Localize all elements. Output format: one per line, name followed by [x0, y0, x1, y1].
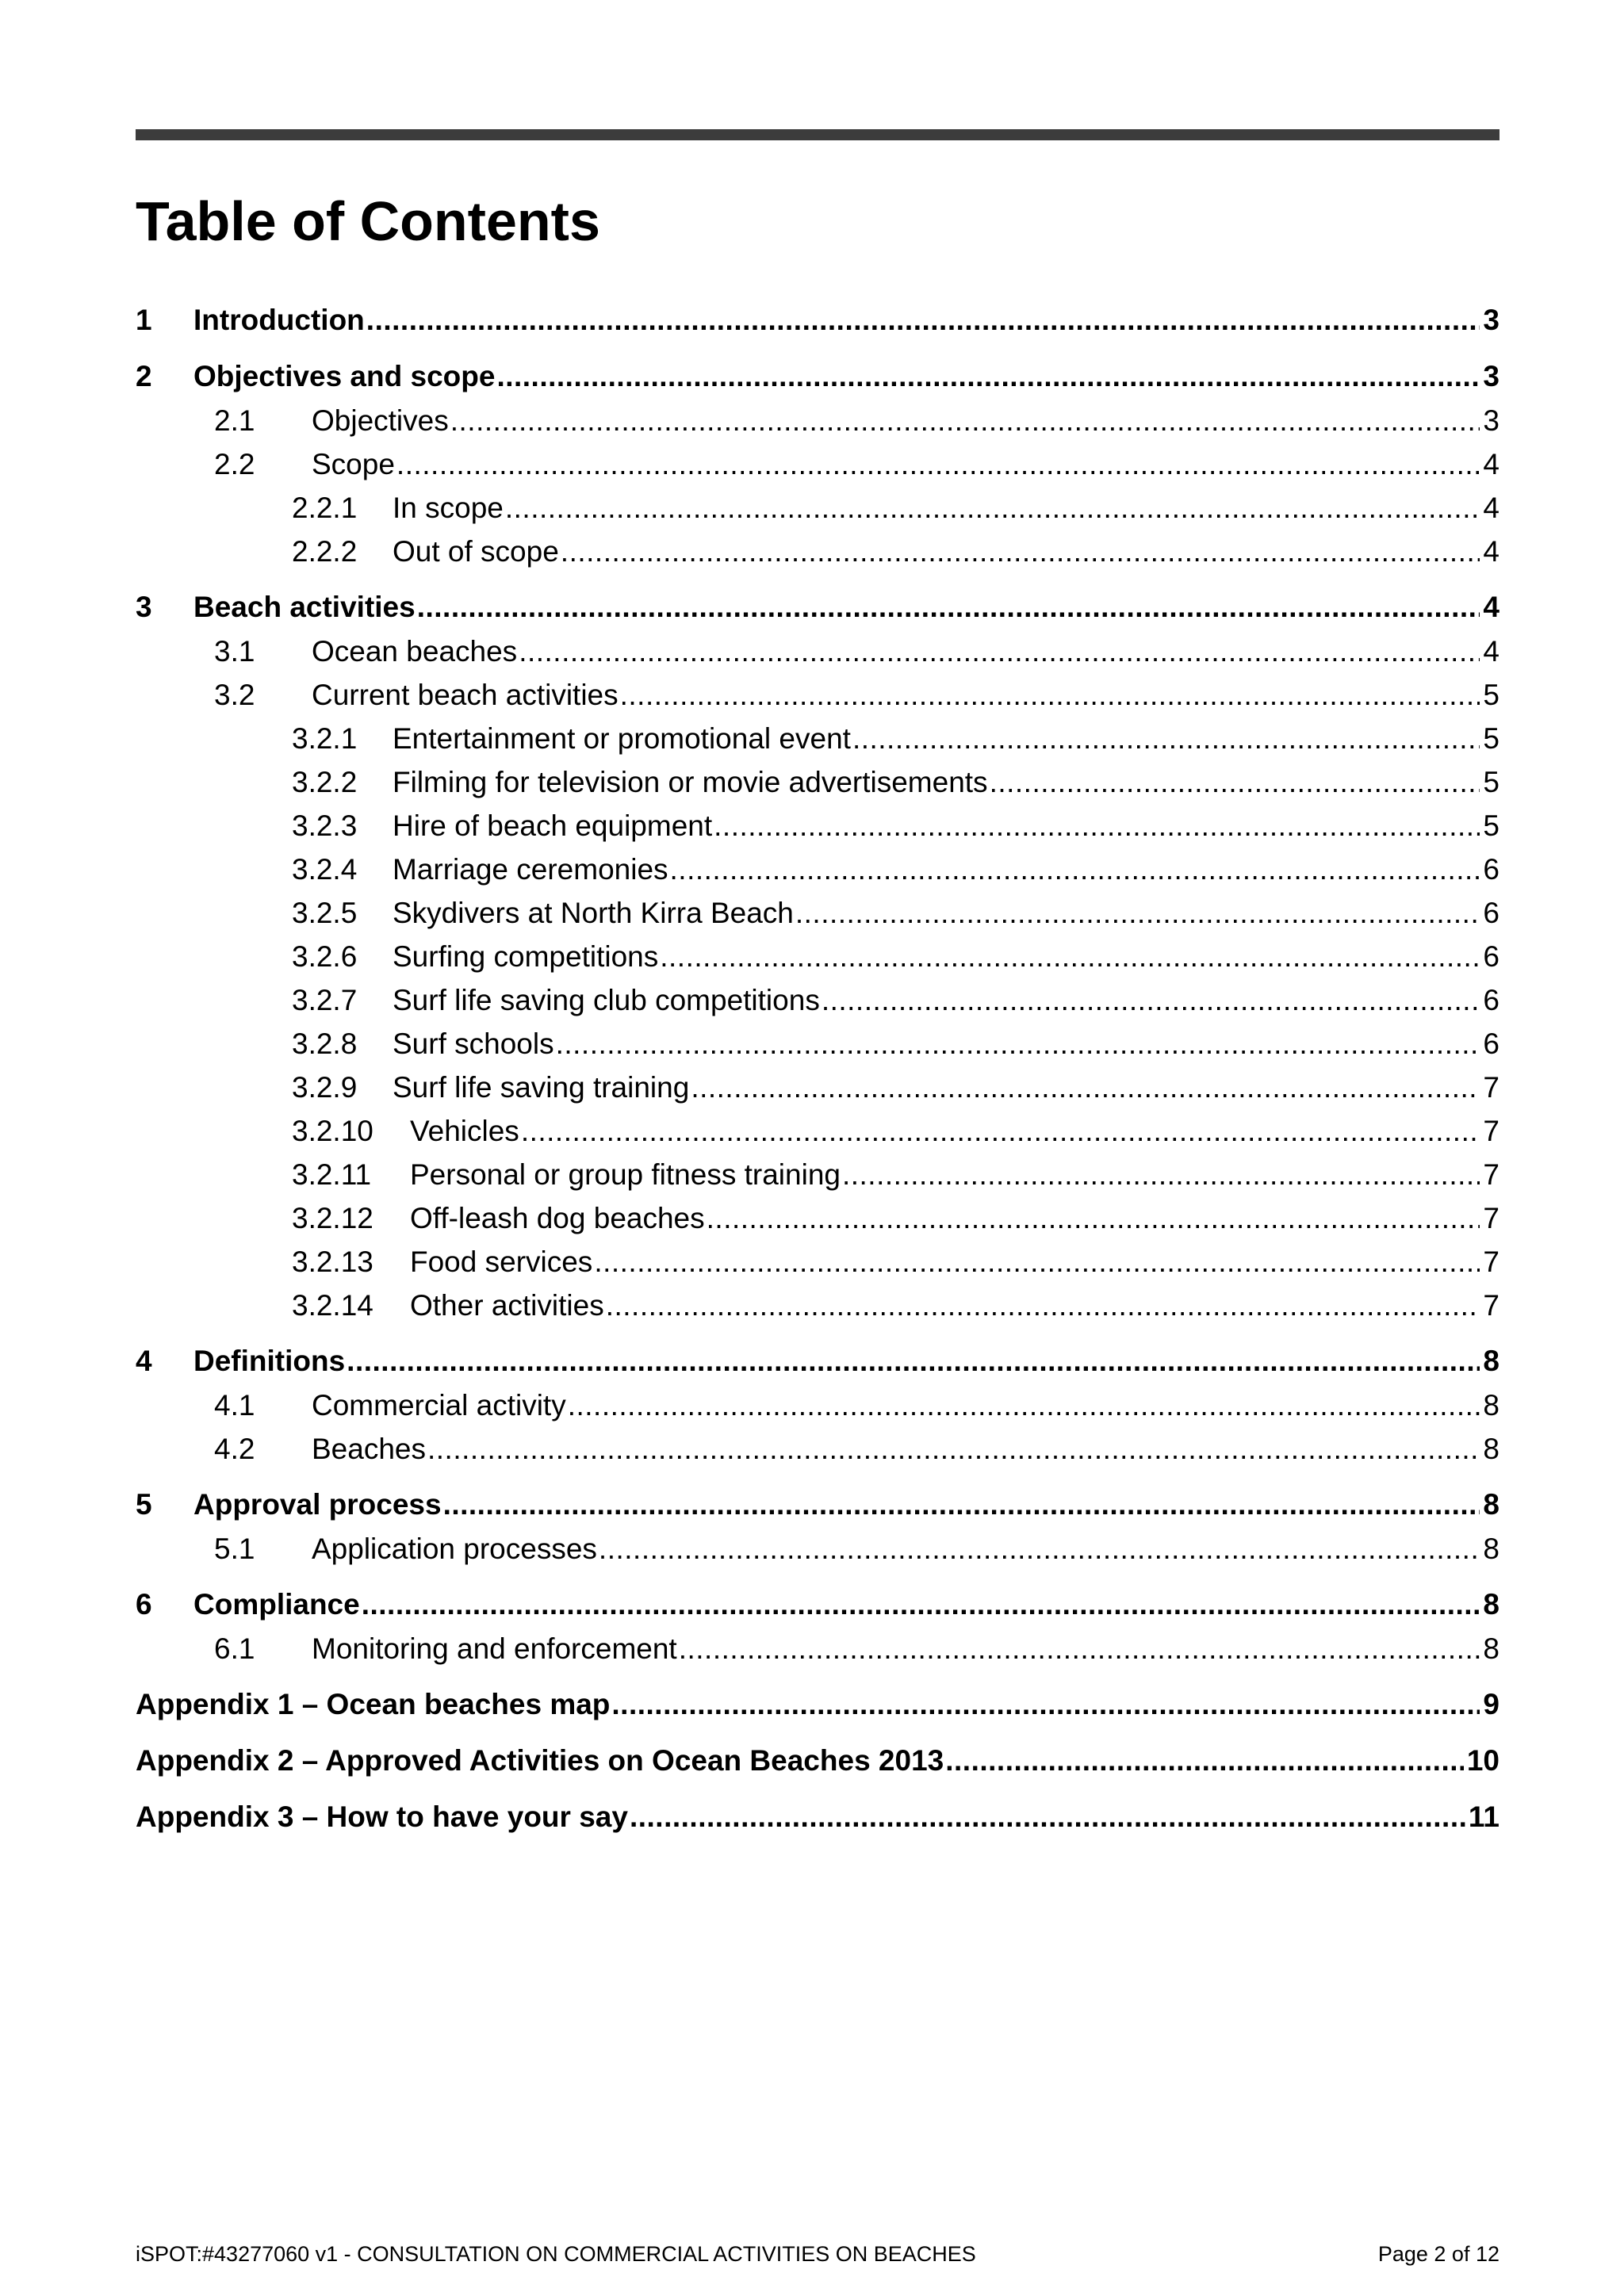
toc-entry-title[interactable]: Food services — [410, 1246, 593, 1278]
toc-entry-title[interactable]: Compliance — [193, 1588, 360, 1621]
toc-entry[interactable] — [136, 717, 1500, 760]
toc-entry-number: 3.2.3 — [292, 809, 358, 842]
toc-entry[interactable] — [136, 848, 1500, 891]
toc-entry-title[interactable]: Surfing competitions — [393, 940, 659, 973]
toc-entry-title[interactable]: In scope — [393, 492, 504, 524]
toc-entry-number: 3.2.6 — [292, 940, 358, 973]
toc-entry-page[interactable]: 8 — [1483, 1632, 1500, 1665]
toc-dot-leader — [568, 1383, 1480, 1427]
toc-entry-number: 5.1 — [214, 1533, 255, 1565]
toc-entry-title[interactable]: Current beach activities — [312, 679, 619, 711]
toc-dot-leader — [496, 354, 1480, 399]
toc-dot-leader — [842, 1153, 1480, 1196]
toc-dot-leader — [990, 760, 1480, 804]
toc-entry-number: 2.2 — [214, 448, 255, 480]
toc-entry-page[interactable]: 7 — [1483, 1071, 1500, 1104]
toc-entry-page[interactable]: 9 — [1483, 1688, 1500, 1720]
toc-entry[interactable] — [136, 673, 1500, 717]
toc-entry-page[interactable]: 8 — [1483, 1389, 1500, 1422]
toc-entry-number: 5 — [136, 1488, 152, 1521]
toc-dot-leader — [505, 486, 1480, 530]
toc-entry-number: 4.2 — [214, 1433, 255, 1465]
toc-entry-title[interactable]: Surf life saving training — [393, 1071, 690, 1104]
toc-entry-number: 2.1 — [214, 404, 255, 437]
table-of-contents — [136, 298, 1500, 1839]
toc-entry-number: 2.2.2 — [292, 535, 358, 568]
toc-entry-title[interactable]: Appendix 2 – Approved Activities on Ocean Beaches 2013 — [136, 1744, 944, 1777]
toc-entry-title[interactable]: Ocean beaches — [312, 635, 518, 668]
toc-entry-number: 2 — [136, 360, 152, 392]
toc-entry-page[interactable]: 7 — [1483, 1202, 1500, 1234]
toc-entry-page[interactable]: 5 — [1483, 766, 1500, 798]
toc-dot-leader — [521, 1109, 1480, 1153]
toc-entry-number: 3.2.13 — [292, 1246, 373, 1278]
toc-entry[interactable] — [136, 1022, 1500, 1066]
toc-entry-number: 6.1 — [214, 1632, 255, 1665]
toc-entry[interactable] — [136, 1066, 1500, 1109]
toc-entry-title[interactable]: Personal or group fitness training — [410, 1158, 841, 1191]
toc-entry[interactable] — [136, 1196, 1500, 1240]
toc-entry-page[interactable]: 7 — [1483, 1246, 1500, 1278]
toc-entry-page[interactable]: 8 — [1483, 1488, 1500, 1521]
toc-entry-title[interactable]: Off-leash dog beaches — [410, 1202, 705, 1234]
toc-entry-title[interactable]: Appendix 3 – How to have your say — [136, 1800, 628, 1833]
toc-entry-title[interactable]: Appendix 1 – Ocean beaches map — [136, 1688, 611, 1720]
toc-entry[interactable] — [136, 1739, 1500, 1783]
toc-entry[interactable] — [136, 1109, 1500, 1153]
toc-dot-leader — [822, 978, 1480, 1022]
toc-entry[interactable] — [136, 442, 1500, 486]
toc-entry-number: 3 — [136, 591, 152, 623]
toc-entry-number: 3.2.4 — [292, 853, 358, 886]
toc-entry[interactable] — [136, 354, 1500, 399]
footer-page-number: Page 2 of 12 — [1377, 2242, 1500, 2266]
toc-entry-number: 1 — [136, 304, 152, 336]
page-title: Table of Contents — [136, 190, 600, 252]
toc-entry-title[interactable]: Beaches — [312, 1433, 426, 1465]
toc-entry-page[interactable]: 7 — [1483, 1158, 1500, 1191]
toc-entry-number: 3.2 — [214, 679, 255, 711]
toc-entry-title[interactable]: Hire of beach equipment — [393, 809, 713, 842]
toc-dot-leader — [707, 1196, 1480, 1240]
toc-dot-leader — [606, 1284, 1480, 1327]
toc-entry[interactable] — [136, 399, 1500, 442]
toc-entry[interactable] — [136, 1682, 1500, 1727]
toc-entry-page[interactable]: 11 — [1468, 1800, 1500, 1833]
page-footer — [136, 2241, 1500, 2267]
toc-entry[interactable] — [136, 1795, 1500, 1839]
toc-entry[interactable] — [136, 629, 1500, 673]
toc-dot-leader — [396, 442, 1480, 486]
toc-entry-page[interactable]: 4 — [1483, 591, 1500, 623]
toc-entry[interactable] — [136, 804, 1500, 848]
toc-entry[interactable] — [136, 1383, 1500, 1427]
toc-dot-leader — [945, 1739, 1464, 1783]
toc-entry-page[interactable]: 6 — [1483, 940, 1500, 973]
toc-dot-leader — [362, 1582, 1480, 1627]
toc-entry[interactable] — [136, 891, 1500, 935]
toc-dot-leader — [660, 935, 1480, 978]
toc-entry-page[interactable]: 8 — [1483, 1345, 1500, 1377]
toc-entry[interactable] — [136, 298, 1500, 342]
toc-entry-number: 4.1 — [214, 1389, 255, 1422]
toc-entry-page[interactable]: 5 — [1483, 722, 1500, 755]
toc-entry[interactable] — [136, 1240, 1500, 1284]
toc-dot-leader — [450, 399, 1480, 442]
toc-entry-page[interactable]: 8 — [1483, 1588, 1500, 1621]
toc-entry-page[interactable]: 6 — [1483, 897, 1500, 929]
toc-entry-number: 3.2.8 — [292, 1027, 358, 1060]
toc-entry-title[interactable]: Out of scope — [393, 535, 559, 568]
toc-dot-leader — [714, 804, 1480, 848]
toc-entry-title[interactable]: Introduction — [193, 304, 365, 336]
toc-entry-page[interactable]: 6 — [1483, 853, 1500, 886]
toc-entry-page[interactable]: 6 — [1483, 984, 1500, 1016]
toc-entry-page[interactable]: 3 — [1483, 404, 1500, 437]
toc-entry-page[interactable]: 10 — [1466, 1744, 1500, 1777]
toc-dot-leader — [670, 848, 1480, 891]
toc-dot-leader — [594, 1240, 1480, 1284]
toc-entry-title[interactable]: Approval process — [193, 1488, 442, 1521]
toc-entry[interactable] — [136, 486, 1500, 530]
toc-entry-number: 4 — [136, 1345, 152, 1377]
toc-dot-leader — [519, 629, 1480, 673]
toc-entry-title[interactable]: Monitoring and enforcement — [312, 1632, 677, 1665]
toc-entry-number: 3.2.10 — [292, 1115, 373, 1147]
toc-dot-leader — [443, 1483, 1480, 1527]
toc-entry-number: 3.2.7 — [292, 984, 358, 1016]
toc-entry[interactable] — [136, 1483, 1500, 1527]
toc-entry-number: 3.2.5 — [292, 897, 358, 929]
toc-entry-page[interactable]: 8 — [1483, 1433, 1500, 1465]
toc-entry-page[interactable]: 3 — [1483, 360, 1500, 392]
toc-entry-title[interactable]: Other activities — [410, 1289, 604, 1322]
toc-dot-leader — [347, 1339, 1480, 1383]
toc-entry[interactable] — [136, 1284, 1500, 1327]
toc-entry-page[interactable]: 5 — [1483, 679, 1500, 711]
toc-entry-title[interactable]: Surf life saving club competitions — [393, 984, 820, 1016]
toc-entry-title[interactable]: Application processes — [312, 1533, 597, 1565]
toc-entry-page[interactable]: 7 — [1483, 1289, 1500, 1322]
toc-entry-page[interactable]: 4 — [1483, 492, 1500, 524]
footer-document-id: iSPOT:#43277060 v1 - CONSULTATION ON COMMERCIAL ACTIVITIES ON BEACHES — [136, 2242, 976, 2266]
toc-entry[interactable] — [136, 978, 1500, 1022]
toc-entry-title[interactable]: Marriage ceremonies — [393, 853, 668, 886]
toc-entry[interactable] — [136, 935, 1500, 978]
toc-entry-number: 3.2.9 — [292, 1071, 358, 1104]
toc-entry-title[interactable]: Filming for television or movie advertisements — [393, 766, 988, 798]
toc-entry-page[interactable]: 4 — [1483, 448, 1500, 480]
toc-dot-leader — [561, 530, 1480, 573]
toc-entry-title[interactable]: Beach activities — [193, 591, 416, 623]
toc-dot-leader — [795, 891, 1480, 935]
toc-entry-number: 6 — [136, 1588, 152, 1621]
toc-entry-number: 2.2.1 — [292, 492, 358, 524]
toc-dot-leader — [852, 717, 1480, 760]
toc-entry[interactable] — [136, 1153, 1500, 1196]
toc-entry[interactable] — [136, 760, 1500, 804]
toc-entry-page[interactable]: 5 — [1483, 809, 1500, 842]
toc-entry-page[interactable]: 6 — [1483, 1027, 1500, 1060]
toc-dot-leader — [611, 1682, 1480, 1727]
toc-entry-page[interactable]: 8 — [1483, 1533, 1500, 1565]
toc-dot-leader — [366, 298, 1480, 342]
toc-entry[interactable] — [136, 1627, 1500, 1670]
toc-entry-title[interactable]: Commercial activity — [312, 1389, 566, 1422]
toc-entry-number: 3.2.14 — [292, 1289, 373, 1322]
toc-entry-title[interactable]: Scope — [312, 448, 395, 480]
toc-entry-number: 3.2.12 — [292, 1202, 373, 1234]
toc-entry-page[interactable]: 3 — [1483, 304, 1500, 336]
toc-dot-leader — [417, 585, 1480, 629]
toc-dot-leader — [679, 1627, 1480, 1670]
toc-entry[interactable] — [136, 585, 1500, 629]
toc-dot-leader — [620, 673, 1480, 717]
toc-entry-number: 3.2.11 — [292, 1158, 372, 1191]
toc-entry[interactable] — [136, 1527, 1500, 1571]
toc-entry-title[interactable]: Surf schools — [393, 1027, 554, 1060]
toc-entry[interactable] — [136, 1339, 1500, 1383]
toc-entry-page[interactable]: 7 — [1483, 1115, 1500, 1147]
toc-dot-leader — [630, 1795, 1465, 1839]
toc-entry-page[interactable]: 4 — [1483, 635, 1500, 668]
toc-dot-leader — [691, 1066, 1480, 1109]
toc-entry-number: 3.1 — [214, 635, 255, 668]
toc-dot-leader — [556, 1022, 1480, 1066]
toc-entry-title[interactable]: Objectives — [312, 404, 449, 437]
toc-entry-number: 3.2.2 — [292, 766, 358, 798]
toc-entry-title[interactable]: Entertainment or promotional event — [393, 722, 851, 755]
toc-entry-number: 3.2.1 — [292, 722, 358, 755]
toc-dot-leader — [599, 1527, 1480, 1571]
toc-entry-title[interactable]: Vehicles — [410, 1115, 519, 1147]
toc-entry-title[interactable]: Definitions — [193, 1345, 346, 1377]
toc-entry-page[interactable]: 4 — [1483, 535, 1500, 568]
toc-entry[interactable] — [136, 530, 1500, 573]
toc-entry-title[interactable]: Skydivers at North Kirra Beach — [393, 897, 794, 929]
toc-entry[interactable] — [136, 1582, 1500, 1627]
toc-dot-leader — [427, 1427, 1480, 1471]
toc-entry[interactable] — [136, 1427, 1500, 1471]
toc-entry-title[interactable]: Objectives and scope — [193, 360, 496, 392]
header-rule — [136, 129, 1500, 140]
